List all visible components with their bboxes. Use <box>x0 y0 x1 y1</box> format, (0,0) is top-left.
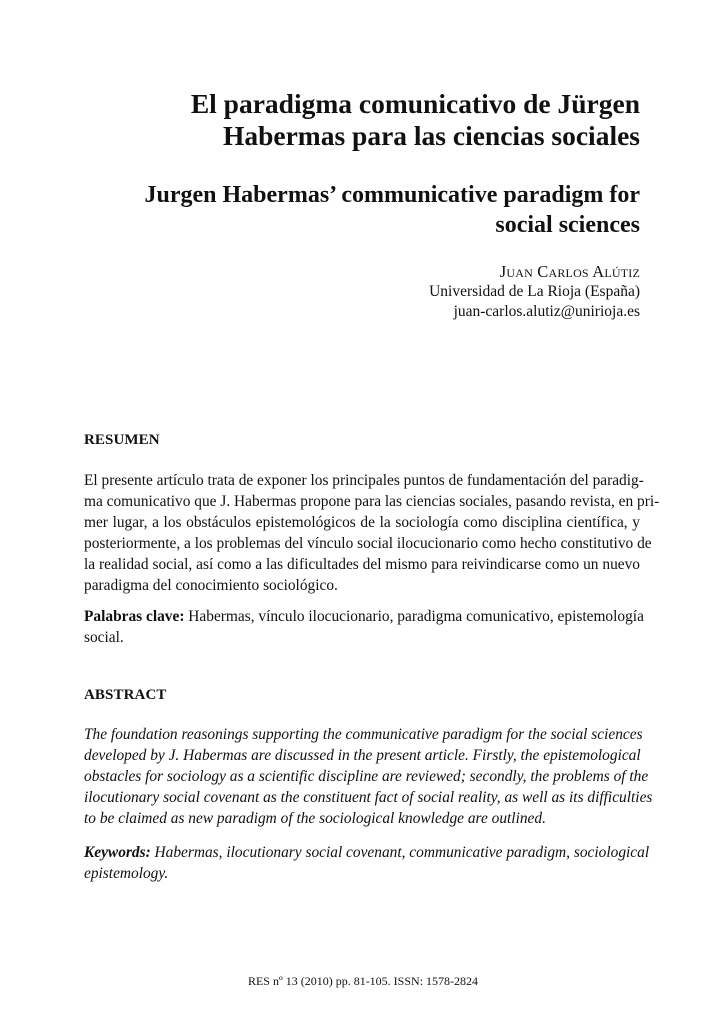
palabras-clave-paragraph <box>84 606 644 648</box>
keywords-label: Keywords: <box>84 844 151 861</box>
resumen-line: posteriormente, a los problemas del vínculo social ilocucionario como hecho constitutivo de <box>84 535 652 552</box>
palabras-clave-line <box>84 606 644 627</box>
author-name: Juan Carlos Alútiz <box>499 262 640 281</box>
resumen-heading-wrap <box>84 430 640 451</box>
palabras-clave-label: Palabras clave: <box>84 608 185 625</box>
resumen-heading: RESUMEN <box>84 432 160 448</box>
abstract-heading-wrap <box>84 685 640 706</box>
author-block <box>429 262 640 322</box>
palabras-clave-text: Habermas, vínculo ilocucionario, paradigma comunicativo, epistemología <box>184 608 644 625</box>
keywords <box>84 842 650 884</box>
title-spanish <box>120 88 640 152</box>
resumen-line: ma comunicativo que J. Habermas propone para las ciencias sociales, pasando revista, en pri- <box>84 493 660 510</box>
author-affiliation: Universidad de La Rioja (España) <box>429 283 640 300</box>
title-english-line: social sciences <box>495 212 640 238</box>
abstract-body <box>84 724 653 829</box>
title-english-line: Jurgen Habermas’ communicative paradigm for <box>144 182 640 208</box>
abstract-heading: ABSTRACT <box>84 687 167 703</box>
title-english <box>120 180 640 240</box>
keywords-line: epistemology. <box>84 865 169 882</box>
resumen-line: mer lugar, a los obstáculos epistemológicos de la sociología como disciplina científica, y <box>84 514 640 531</box>
palabras-clave-line: social. <box>84 629 124 646</box>
resumen-body <box>84 470 660 596</box>
abstract-line: obstacles for sociology as a scientific discipline are reviewed; secondly, the problems of the <box>84 768 649 785</box>
author-email[interactable]: juan-carlos.alutiz@unirioja.es <box>453 303 640 320</box>
footer-citation: RES nº 13 (2010) pp. 81-105. ISSN: 1578-2824 <box>247 974 479 988</box>
abstract-line: The foundation reasonings supporting the communicative paradigm for the social sciences <box>84 726 643 743</box>
keywords-line <box>84 842 650 863</box>
title-spanish-line: Habermas para las ciencias sociales <box>222 120 640 151</box>
abstract-line: developed by J. Habermas are discussed in the present article. Firstly, the epistemological <box>84 747 641 764</box>
abstract-line: ilocutionary social covenant as the constituent fact of social reality, as well as its difficulties <box>84 789 653 806</box>
keywords-paragraph <box>84 842 650 884</box>
keywords-text: Habermas, ilocutionary social covenant, communicative paradigm, sociological <box>150 844 650 861</box>
resumen-line: la realidad social, así como a las dificultades del mismo para reivindicarse como un nuevo <box>84 556 640 573</box>
resumen-paragraph <box>84 470 660 596</box>
title-spanish-line: El paradigma comunicativo de Jürgen <box>190 88 640 119</box>
resumen-line: El presente artículo trata de exponer los principales puntos de fundamentación del paradig- <box>84 472 644 489</box>
palabras-clave <box>84 606 644 648</box>
abstract-paragraph <box>84 724 653 829</box>
abstract-line: to be claimed as new paradigm of the sociological knowledge are outlined. <box>84 810 546 827</box>
resumen-line: paradigma del conocimiento sociológico. <box>84 577 338 594</box>
